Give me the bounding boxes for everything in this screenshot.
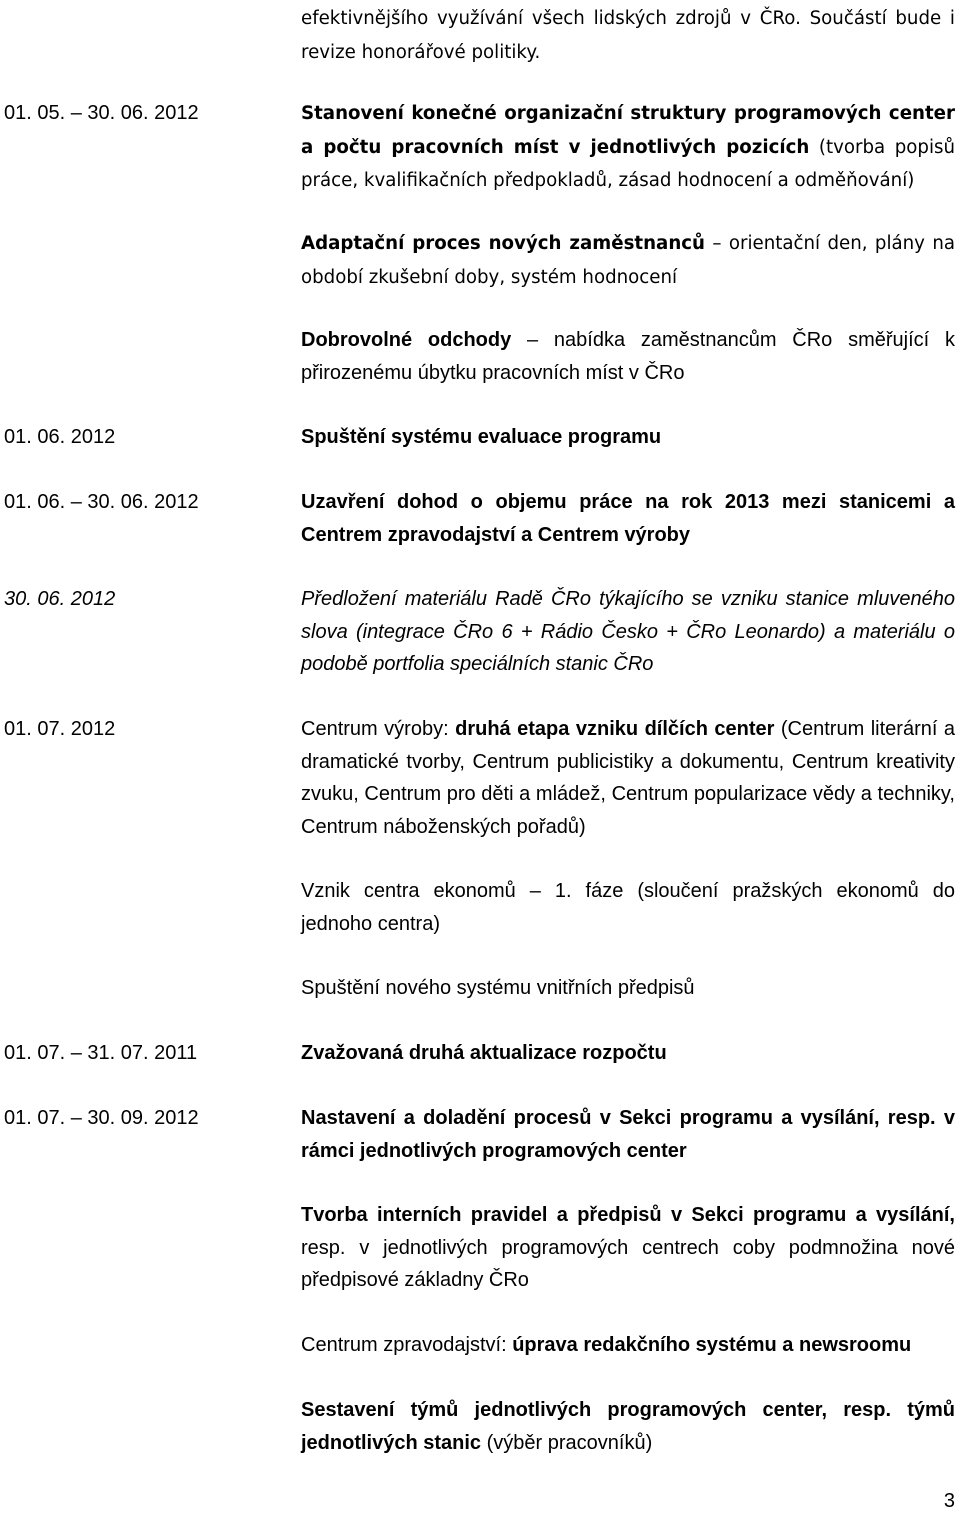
entry-date: 01. 07. – 30. 09. 2012	[4, 1107, 199, 1129]
entry-date: 30. 06. 2012	[4, 588, 116, 610]
paragraph	[301, 1329, 955, 1362]
page-number: 3	[943, 1490, 955, 1512]
paragraph	[301, 972, 955, 1005]
paragraph	[301, 875, 955, 940]
text-segment: – orientační den, plány na období zkušební doby, systém hodnocení	[301, 233, 955, 288]
entry-date: 01. 06. – 30. 06. 2012	[4, 491, 199, 513]
text-segment: Zvažovaná druhá aktualizace rozpočtu	[301, 1042, 667, 1064]
paragraph	[301, 583, 955, 681]
text-segment: efektivnějšího využívání všech lidských zdrojů v ČRo. Součástí bude i revize honorářové politiky.	[301, 8, 955, 63]
entry-date: 01. 05. – 30. 06. 2012	[4, 102, 199, 124]
text-segment: úprava redakčního systému a newsroomu	[512, 1334, 912, 1356]
text-segment: Spuštění nového systému vnitřních předpisů	[301, 977, 695, 999]
paragraph	[301, 1102, 955, 1167]
paragraph	[301, 2, 955, 69]
text-segment: Adaptační proces nových zaměstnanců	[301, 233, 705, 254]
paragraph	[301, 1394, 955, 1459]
text-segment: (tvorba popisů práce, kvalifikačních předpokladů, zásad hodnocení a odměňování)	[301, 136, 956, 191]
text-segment: (Centrum literární a dramatické tvorby, Centrum publicistiky a dokumentu, Centrum kreativity zvuku, Centrum pro děti a mládež, Centrum popularizace vědy a techniky, Centrum náboženských pořadů)	[301, 718, 955, 838]
paragraph	[301, 324, 955, 389]
paragraph	[301, 227, 955, 294]
text-segment: resp. v jednotlivých programových centrech coby podmnožina nové předpisové základny ČRo	[301, 1236, 955, 1291]
text-segment: Spuštění systému evaluace programu	[301, 426, 662, 448]
paragraph	[301, 97, 955, 198]
text-segment: Centrum výroby:	[301, 718, 456, 740]
text-segment: Tvorba interních pravidel a předpisů v Sekci programu a vysílání,	[301, 1204, 955, 1226]
text-segment: – nabídka zaměstnancům ČRo směřující k přirozenému úbytku pracovních míst v ČRo	[301, 329, 955, 384]
entry-date: 01. 07. – 31. 07. 2011	[4, 1042, 198, 1064]
text-segment: Sestavení týmů jednotlivých programových center, resp. týmů jednotlivých stanic	[301, 1399, 955, 1454]
text-segment: Vznik centra ekonomů – 1. fáze (sloučení pražských ekonomů do jednoho centra)	[301, 880, 955, 935]
text-segment: (výběr pracovníků)	[481, 1431, 653, 1454]
text-segment: Centrum zpravodajství:	[301, 1334, 513, 1356]
text-segment: Předložení materiálu Radě ČRo týkajícího se vzniku stanice mluveného slova (integrace ČRo 6 + Rádio Česko + ČRo Leonardo) a materiálu o podobě portfolia speciálních stanic ČRo	[301, 588, 955, 675]
paragraph	[301, 713, 955, 843]
text-segment: Stanovení konečné organizační struktury programových center a počtu pracovních míst v jednotlivých pozicích	[301, 103, 955, 158]
entry-date: 01. 07. 2012	[4, 718, 116, 740]
paragraph	[301, 421, 955, 454]
text-segment: Dobrovolné odchody	[301, 329, 512, 351]
text-segment: Nastavení a doladění procesů v Sekci programu a vysílání, resp. v rámci jednotlivých programových center	[301, 1107, 955, 1162]
entry-date: 01. 06. 2012	[4, 426, 116, 448]
paragraph	[301, 1199, 955, 1297]
text-segment: Uzavření dohod o objemu práce na rok 2013 mezi stanicemi a Centrem zpravodajství a Centrem výroby	[301, 491, 955, 546]
paragraph	[301, 1037, 955, 1070]
paragraph	[301, 486, 955, 551]
text-segment: druhá etapa vzniku dílčích center	[455, 718, 775, 740]
